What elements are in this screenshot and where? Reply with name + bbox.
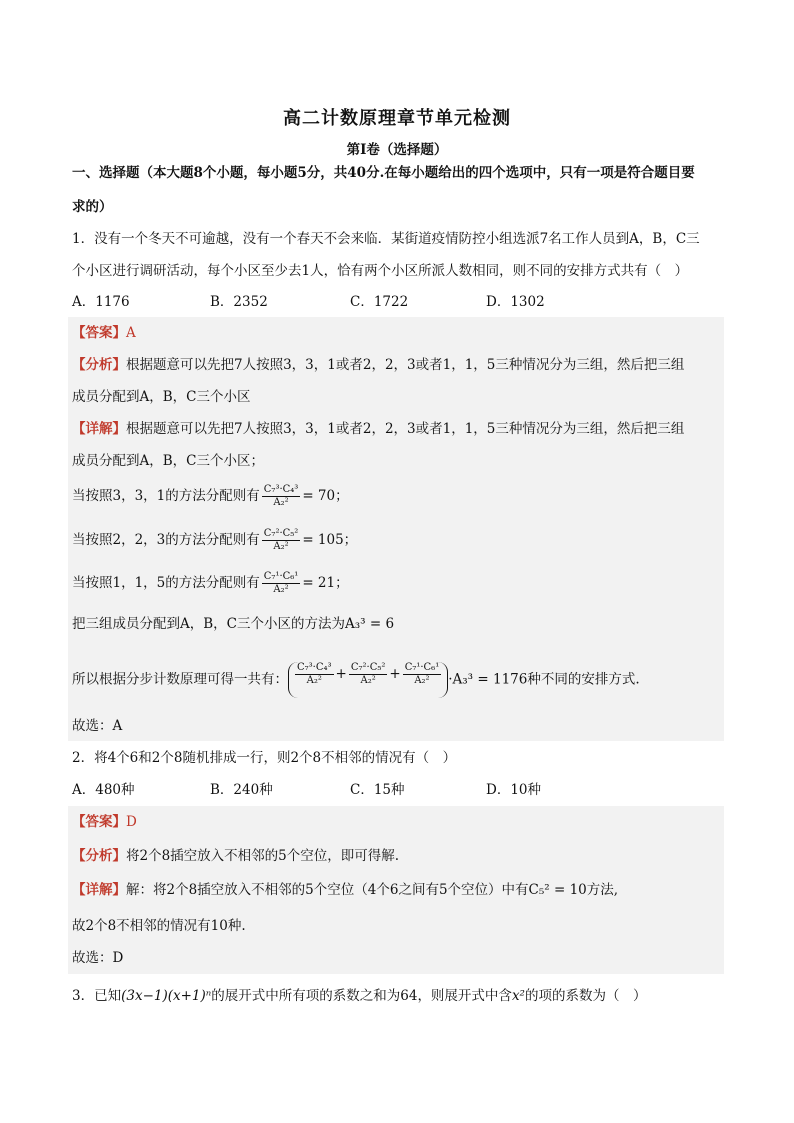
q2-detail-line2: 故2个8不相邻的情况有10种. — [72, 918, 246, 934]
q2-option-a: A．480种 — [72, 782, 135, 798]
detail-text: 解：将2个8插空放入不相邻的5个空位（4个6之间有5个空位）中有 — [126, 882, 529, 898]
q1-option-b: B．2352 — [210, 294, 268, 310]
q1-option-c: C．1722 — [350, 294, 409, 310]
case3-fraction — [262, 571, 301, 596]
q1-answer — [72, 323, 136, 343]
q1-total — [72, 662, 640, 698]
q2-answer — [72, 812, 137, 832]
total-term3 — [403, 662, 442, 687]
assign-text: 把三组成员分配到A，B，C三个小区的方法为 — [72, 616, 345, 632]
assign-math: A₃³ = 6 — [345, 616, 395, 632]
q1-stem-line1: 1．没有一个冬天不可逾越，没有一个春天不会来临．某街道疫情防控小组选派7名工作人员到A，B，C三 — [72, 231, 700, 247]
page-title: 高二计数原理章节单元检测 — [283, 108, 511, 129]
q2-detail-line1 — [72, 880, 618, 900]
q2-choose: 故选：D — [72, 950, 124, 966]
q1-option-d: D．1302 — [486, 294, 545, 310]
q1-analysis-line1 — [72, 355, 684, 375]
detail-tag: 【详解】 — [72, 421, 126, 437]
q1-analysis-line2: 成员分配到A，B，C三个小区 — [72, 389, 251, 405]
total-term2-den: A₂² — [360, 675, 376, 686]
q2-analysis — [72, 846, 399, 866]
case2-fraction — [262, 528, 301, 553]
q2-option-b: B．240种 — [210, 782, 273, 798]
case2-denominator: A₂² — [273, 541, 289, 552]
q1-assign — [72, 614, 394, 634]
case3-denominator: A₂² — [273, 584, 289, 595]
q1-case1 — [72, 484, 349, 509]
total-text: 所以根据分步计数原理可得一共有： — [72, 671, 288, 688]
q3-x-squared: x² — [511, 988, 525, 1004]
q1-detail-line2: 成员分配到A，B，C三个小区； — [72, 453, 264, 469]
case3-text: 当按照1，1，5的方法分配则有 — [72, 575, 260, 591]
section-heading-line2: 求的） — [72, 199, 113, 215]
analysis-tag: 【分析】 — [72, 357, 126, 373]
section-heading-line1: 一、选择题（本大题8个小题，每小题5分，共40分.在每小题给出的四个选项中，只有一项是符合题目要 — [72, 165, 695, 181]
q2-option-c: C．15种 — [350, 782, 405, 798]
case3-numerator: C₇¹·C₆¹ — [263, 571, 299, 582]
q3-number: 64 — [400, 988, 418, 1004]
q3-stem — [72, 986, 646, 1006]
detail-text: 根据题意可以先把7人按照3，3，1或者2，2，3或者1，1，5三种情况分为三组，然后把三组 — [126, 421, 685, 437]
case2-text: 当按照2，2，3的方法分配则有 — [72, 532, 260, 548]
answer-tag: 【答案】 — [72, 814, 126, 830]
q3-pre: 3．已知 — [72, 988, 122, 1004]
case1-result: = 70； — [302, 488, 349, 504]
page-subtitle: 第I卷（选择题） — [346, 142, 448, 158]
case1-denominator: A₂² — [273, 497, 289, 508]
case1-numerator: C₇³·C₄³ — [263, 484, 299, 495]
answer-value: A — [126, 325, 136, 341]
q3-mid: 的展开式中所有项的系数之和为 — [211, 988, 401, 1004]
total-term1 — [295, 662, 334, 687]
analysis-text: 根据题意可以先把7人按照3，3，1或者2，2，3或者1，1，5三种情况分为三组，然后把三组 — [126, 357, 685, 373]
total-paren — [288, 662, 448, 698]
plus-sign: + — [335, 666, 347, 682]
analysis-tag: 【分析】 — [72, 848, 126, 864]
total-term2-num: C₇²·C₅² — [350, 662, 386, 673]
case3-result: = 21； — [302, 575, 349, 591]
q3-tail2: 的项的系数为（ ） — [524, 988, 647, 1004]
total-term1-num: C₇³·C₄³ — [297, 662, 332, 673]
total-term3-num: C₇¹·C₆¹ — [404, 662, 440, 673]
q1-stem-line2: 个小区进行调研活动，每个小区至少去1人，恰有两个小区所派人数相同，则不同的安排方式共有（ ） — [72, 263, 689, 279]
total-tail: ·A₃³ = 1176种不同的安排方式. — [448, 671, 640, 688]
detail-tail: 方法, — [586, 882, 619, 898]
total-term2 — [349, 662, 388, 687]
q1-option-a: A．1176 — [72, 294, 130, 310]
q1-choose: 故选：A — [72, 718, 123, 734]
case1-text: 当按照3，3，1的方法分配则有 — [72, 488, 260, 504]
answer-value: D — [126, 814, 137, 830]
plus-sign: + — [389, 666, 401, 682]
q1-detail-line1 — [72, 419, 684, 439]
case1-fraction — [262, 484, 301, 509]
q1-case3 — [72, 571, 349, 596]
q3-expression: (3x−1)(x+1)ⁿ — [121, 988, 212, 1004]
case2-result: = 105； — [302, 532, 358, 548]
q3-tail1: ，则展开式中含 — [417, 988, 512, 1004]
case2-numerator: C₇²·C₅² — [263, 528, 299, 539]
q2-stem: 2．将4个6和2个8随机排成一行，则2个8不相邻的情况有（ ） — [72, 750, 457, 766]
answer-tag: 【答案】 — [72, 325, 126, 341]
total-term3-den: A₂² — [414, 675, 430, 686]
analysis-text: 将2个8插空放入不相邻的5个空位，即可得解. — [126, 848, 400, 864]
detail-tag: 【详解】 — [72, 882, 126, 898]
detail-math: C₅² = 10 — [528, 882, 587, 898]
q2-option-d: D．10种 — [486, 782, 542, 798]
total-term1-den: A₂² — [306, 675, 322, 686]
q1-case2 — [72, 528, 357, 553]
